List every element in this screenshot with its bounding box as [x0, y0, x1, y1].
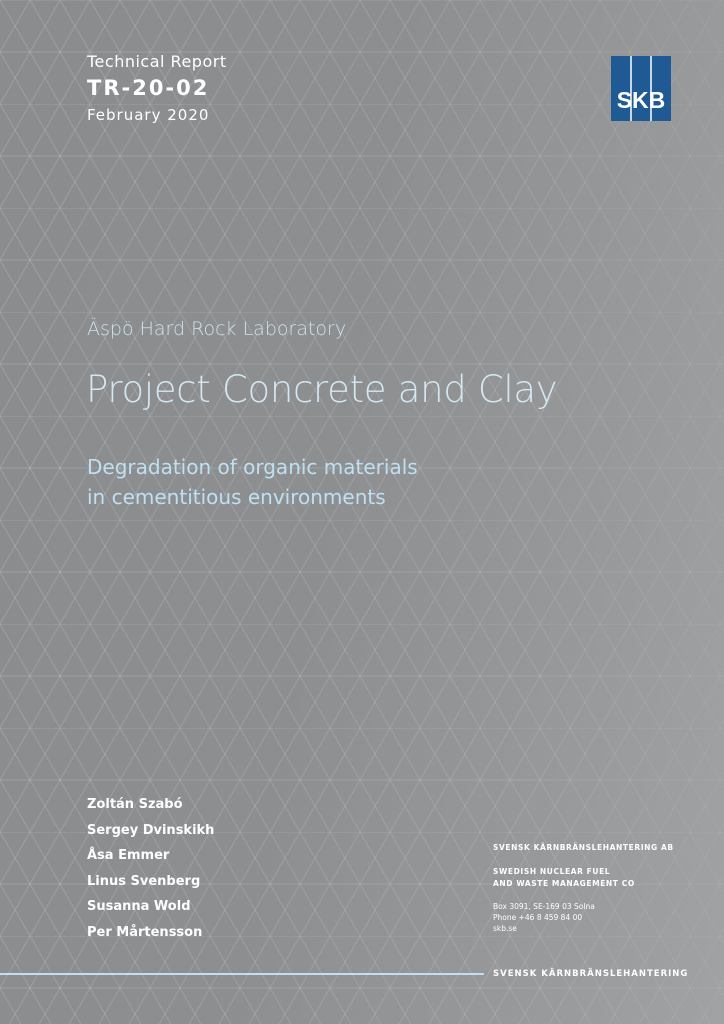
- report-date: February 2020: [87, 106, 210, 124]
- author: Susanna Wold: [87, 899, 191, 914]
- author: Sergey Dvinskikh: [87, 822, 215, 838]
- skb-logo: [611, 56, 671, 121]
- company-info: [493, 843, 674, 933]
- company-name-sv: SVENSK KÄRNBRÄNSLEHANTERING AB: [493, 843, 674, 852]
- company-website[interactable]: skb.se: [493, 924, 517, 933]
- report-number: TR-20-02: [87, 76, 210, 100]
- company-address: Box 3091, SE-169 03 Solna: [493, 902, 595, 911]
- company-name-en-2: AND WASTE MANAGEMENT CO: [493, 879, 635, 888]
- report-type: Technical Report: [87, 52, 227, 71]
- author: Linus Svenberg: [87, 873, 201, 889]
- subtitle: [87, 452, 607, 512]
- company-phone: Phone +46 8 459 84 00: [493, 913, 583, 922]
- subtitle-line-2: in cementitious environments: [87, 485, 386, 509]
- company-name-en-1: SWEDISH NUCLEAR FUEL: [493, 867, 611, 876]
- page-title: Project Concrete and Clay: [86, 368, 558, 411]
- author: Per Mårtensson: [87, 924, 203, 940]
- footer-divider: [0, 973, 484, 975]
- author: Åsa Emmer: [87, 848, 170, 863]
- laboratory-name: Äspö Hard Rock Laboratory: [87, 318, 347, 340]
- skb-logo-text: SKB: [616, 87, 666, 113]
- subtitle-line-1: Degradation of organic materials: [87, 455, 418, 479]
- footer-company-name: SVENSK KÄRNBRÄNSLEHANTERING: [493, 969, 689, 979]
- author-list: [87, 795, 214, 948]
- author: Zoltán Szabó: [87, 797, 183, 812]
